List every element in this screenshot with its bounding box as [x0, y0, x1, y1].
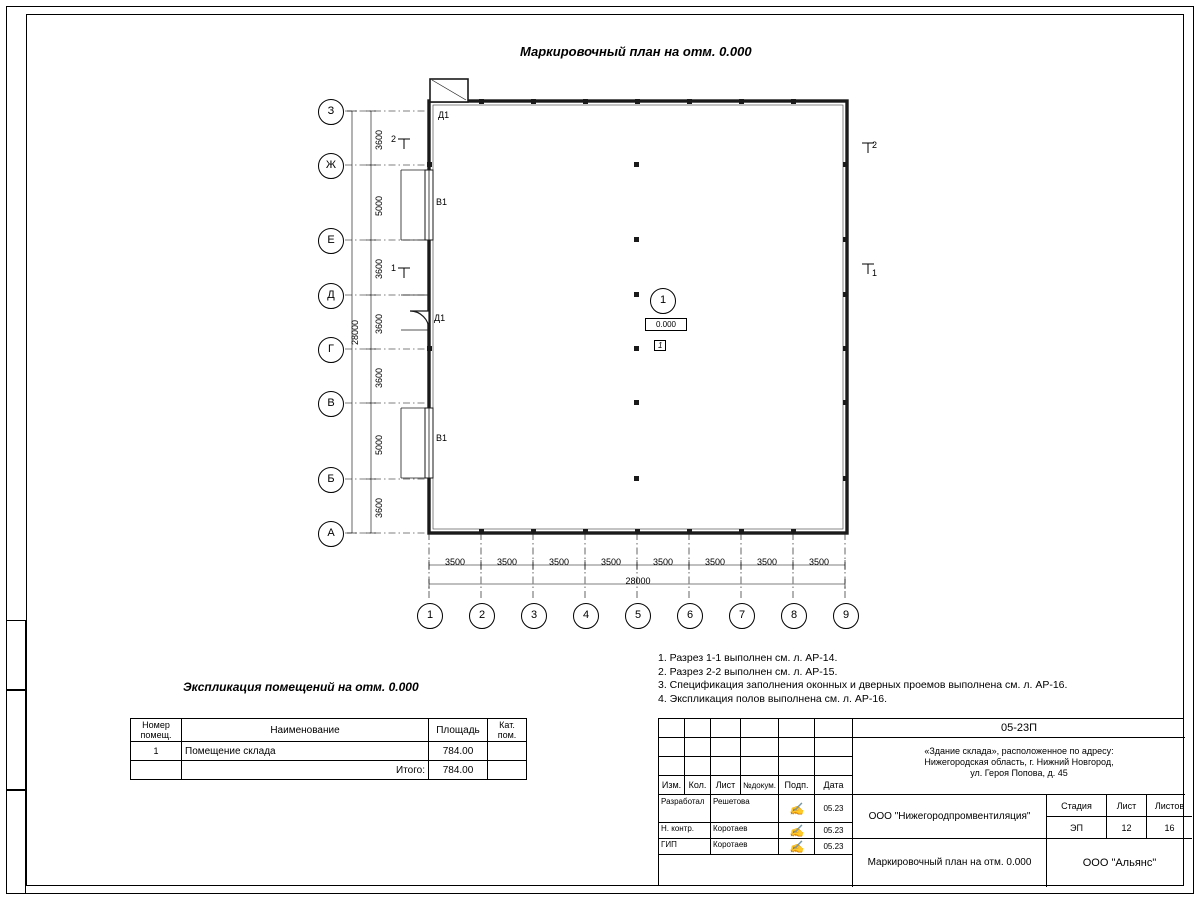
section-mark-2-left: 2 [391, 134, 397, 144]
cell-room-number: 1 [131, 742, 182, 761]
dim-horizontal-3: 3500 [600, 557, 622, 567]
dim-vertical-6: 3600 [374, 497, 384, 518]
door-label-2: Д1 [434, 313, 446, 323]
stage-header: Стадия [1047, 795, 1107, 817]
table-total-row [131, 761, 527, 780]
cell-room-category [488, 742, 527, 761]
stamp-col-podp: Подп. [779, 776, 815, 795]
sheets-header: Листов [1147, 795, 1192, 817]
plan-title: Маркировочный план на отм. 0.000 [520, 44, 752, 59]
organization-name: ООО "Альянс" [1082, 857, 1157, 869]
window-label-1: В1 [436, 197, 448, 207]
sheets-value: 16 [1147, 817, 1192, 839]
table-header-row [131, 719, 527, 742]
object-line-1: «Здание склада», расположенное по адресу: [924, 746, 1114, 756]
room-number-bubble: 1 [650, 288, 676, 314]
dim-horizontal-5: 3500 [704, 557, 726, 567]
stamp-date-1: 05.23 [815, 823, 853, 839]
sheet-value: 12 [1107, 817, 1147, 839]
project-code: 05-23П [1000, 722, 1038, 734]
header-room-area: Площадь [429, 719, 488, 742]
axis-bubble-v-4: Г [318, 337, 344, 363]
room-level-tag: 0.000 [645, 318, 687, 331]
header-room-category: Кат. пом. [488, 719, 527, 742]
note-4: 4. Экспликация полов выполнена см. л. АР-16. [658, 692, 887, 705]
stamp-signature-0: ✍ [779, 795, 815, 823]
axis-bubble-v-0: З [318, 99, 344, 125]
table-row [131, 742, 527, 761]
cell-total-blank [131, 761, 182, 780]
window-label-2: В1 [436, 433, 448, 443]
stamp-grid-cell [685, 738, 711, 757]
note-1: 1. Разрез 1-1 выполнен см. л. АР-14. [658, 652, 838, 664]
dim-horizontal-total: 28000 [625, 576, 651, 586]
stamp-grid-cell [711, 738, 741, 757]
dim-vertical-3: 3600 [374, 313, 384, 334]
stamp-col-list: Лист [711, 776, 741, 795]
explication-table [130, 718, 527, 780]
stamp-signature-2: ✍ [779, 839, 815, 855]
axis-bubble-v-1: Ж [318, 153, 344, 179]
dim-vertical-1: 5000 [374, 195, 384, 216]
dim-horizontal-7: 3500 [808, 557, 830, 567]
section-mark-2-right: 2 [872, 140, 878, 150]
drawing-name: Маркировочный план на отм. 0.000 [853, 839, 1047, 887]
stamp-date-2: 05.23 [815, 839, 853, 855]
axis-bubble-h-1: 2 [469, 603, 495, 629]
stamp-bottom-blank [659, 855, 853, 887]
stamp-name-1: Коротаев [711, 823, 779, 839]
stamp-grid-cell [711, 719, 741, 738]
axis-bubble-h-4: 5 [625, 603, 651, 629]
design-company: ООО "Нижегородпромвентиляция" [853, 795, 1047, 839]
dim-vertical-5: 5000 [374, 434, 384, 455]
dim-horizontal-4: 3500 [652, 557, 674, 567]
dim-vertical-0: 3600 [374, 129, 384, 150]
axis-bubble-h-7: 8 [781, 603, 807, 629]
stamp-role-2: ГИП [659, 839, 711, 855]
stamp-grid-cell [815, 757, 853, 776]
dim-horizontal-1: 3500 [496, 557, 518, 567]
stamp-date-0: 05.23 [815, 795, 853, 823]
stamp-grid-cell [779, 757, 815, 776]
axis-bubble-v-7: А [318, 521, 344, 547]
axis-bubble-h-0: 1 [417, 603, 443, 629]
stage-value: ЭП [1047, 817, 1107, 839]
stamp-col-data: Дата [815, 776, 853, 795]
note-3: 3. Спецификация заполнения оконных и дверных проемов выполнена см. л. АР-16. [658, 679, 1068, 691]
stamp-grid-cell [779, 719, 815, 738]
axis-bubble-h-8: 9 [833, 603, 859, 629]
axis-bubble-v-3: Д [318, 283, 344, 309]
stamp-grid-cell [685, 757, 711, 776]
title-block [658, 718, 1184, 886]
stamp-grid-cell [711, 757, 741, 776]
stamp-grid-cell [815, 738, 853, 757]
dim-horizontal-0: 3500 [444, 557, 466, 567]
object-line-2: Нижегородская область, г. Нижний Новгород, [924, 757, 1114, 767]
section-mark-1-left: 1 [391, 263, 397, 273]
dim-vertical-total: 28000 [350, 319, 360, 345]
cell-total-category [488, 761, 527, 780]
stamp-role-0: Разработал [659, 795, 711, 823]
axis-bubble-h-3: 4 [573, 603, 599, 629]
stamp-grid-cell [779, 738, 815, 757]
axis-bubble-h-5: 6 [677, 603, 703, 629]
header-room-name: Наименование [182, 719, 429, 742]
stamp-role-1: Н. контр. [659, 823, 711, 839]
stamp-name-2: Коротаев [711, 839, 779, 855]
stamp-grid-cell [685, 719, 711, 738]
dim-vertical-2: 3600 [374, 258, 384, 279]
note-2: 2. Разрез 2-2 выполнен см. л. АР-15. [658, 665, 838, 678]
dim-horizontal-6: 3500 [756, 557, 778, 567]
stamp-grid-cell [659, 757, 685, 776]
cell-room-name: Помещение склада [182, 742, 429, 761]
stamp-grid-cell [741, 719, 779, 738]
door-label-1: Д1 [438, 110, 450, 120]
cell-total-label: Итого: [182, 761, 429, 780]
stamp-grid-cell [741, 738, 779, 757]
general-notes [658, 652, 1067, 706]
explication-title: Экспликация помещений на отм. 0.000 [183, 680, 419, 694]
section-mark-1-right: 1 [872, 268, 878, 278]
stamp-col-izm: Изм. [659, 776, 685, 795]
axis-bubble-v-5: В [318, 391, 344, 417]
cell-total-area: 784.00 [429, 761, 488, 780]
stamp-grid-cell [815, 719, 853, 738]
dim-vertical-4: 3600 [374, 367, 384, 388]
header-room-number: Номер помещ. [131, 719, 182, 742]
stamp-grid-cell [659, 719, 685, 738]
axis-bubble-h-6: 7 [729, 603, 755, 629]
stamp-name-0: Решетова [711, 795, 779, 823]
object-address [853, 746, 1185, 779]
axis-bubble-v-2: Е [318, 228, 344, 254]
axis-bubble-h-2: 3 [521, 603, 547, 629]
cell-room-area: 784.00 [429, 742, 488, 761]
dim-horizontal-2: 3500 [548, 557, 570, 567]
object-line-3: ул. Героя Попова, д. 45 [970, 768, 1068, 778]
axis-bubble-v-6: Б [318, 467, 344, 493]
stamp-col-ndoc: №докум. [741, 776, 779, 795]
floor-type-tag: 1 [654, 340, 666, 351]
sheet-header: Лист [1107, 795, 1147, 817]
stamp-col-kol: Кол. [685, 776, 711, 795]
stamp-signature-1: ✍ [779, 823, 815, 839]
stamp-grid-cell [741, 757, 779, 776]
stamp-grid-cell [659, 738, 685, 757]
